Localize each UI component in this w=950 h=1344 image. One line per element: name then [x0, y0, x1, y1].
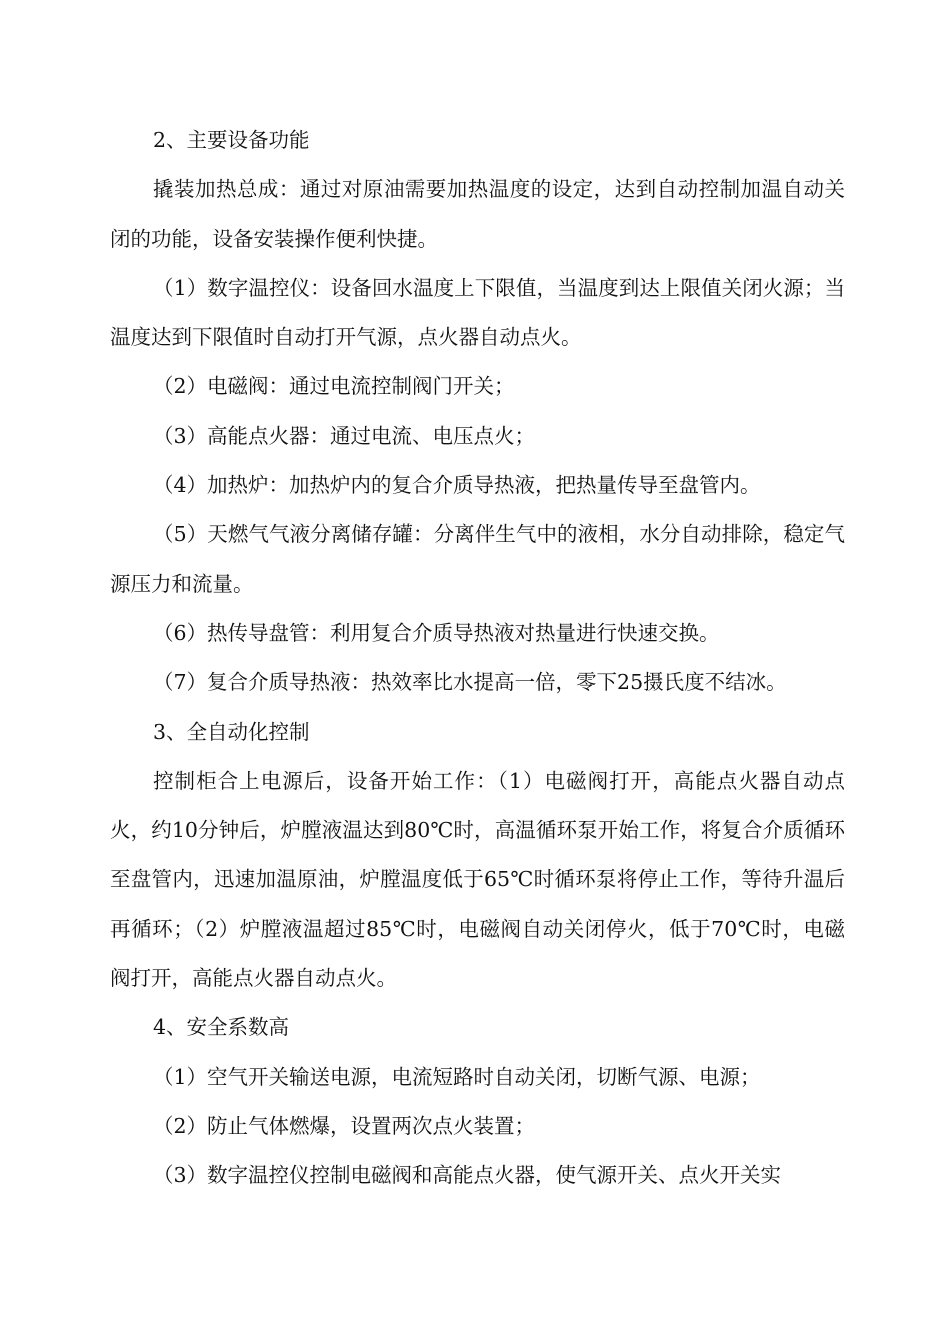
list-item-air-switch: （1）空气开关输送电源，电流短路时自动关闭，切断气源、电源；: [153, 1064, 761, 1089]
list-item-heat-transfer-fluid: （7）复合介质导热液：热效率比水提高一倍，零下25摄氏度不结冰。: [153, 670, 787, 695]
list-item-thermostat-control: （3）数字温控仪控制电磁阀和高能点火器，使气源开关、点火开关实: [153, 1163, 782, 1188]
list-item-solenoid-valve: （2）电磁阀：通过电流控制阀门开关；: [153, 374, 515, 399]
paragraph-control-cabinet: 控制柜合上电源后，设备开始工作：（1）电磁阀打开，高能点火器自动点火，约10分钟后，炉膛液温达到80℃时，高温循环泵开始工作，将复合介质循环至盘管内，迅速加温原油，炉膛温度低于65℃时循环泵将停止工作，等待升温后再循环；（2）炉膛液温超过85℃时，电磁阀自动关闭停火，低于70℃时，电磁阀打开，高能点火器自动点火。: [110, 768, 845, 991]
list-item-double-ignition: （2）防止气体燃爆，设置两次点火装置；: [153, 1113, 536, 1138]
list-item-heat-coil: （6）热传导盘管：利用复合介质导热液对热量进行快速交换。: [153, 620, 720, 645]
section-heading-automation: 3、全自动化控制: [153, 719, 310, 744]
list-item-gas-liquid-separator: （5）天燃气气液分离储存罐：分离伴生气中的液相，水分自动排除，稳定气源压力和流量。: [110, 522, 845, 596]
list-item-igniter: （3）高能点火器：通过电流、电压点火；: [153, 423, 536, 448]
list-item-heating-furnace: （4）加热炉：加热炉内的复合介质导热液，把热量传导至盘管内。: [153, 473, 761, 498]
document-body: [110, 116, 845, 1201]
section-heading-safety: 4、安全系数高: [153, 1015, 290, 1040]
paragraph-skid-heating-assembly: 撬装加热总成：通过对原油需要加热温度的设定，达到自动控制加温自动关闭的功能，设备安装操作便利快捷。: [110, 177, 845, 251]
list-item-digital-thermostat: （1）数字温控仪：设备回水温度上下限值，当温度到达上限值关闭火源；当温度达到下限值时自动打开气源，点火器自动点火。: [110, 275, 845, 350]
section-heading-equipment-functions: 2、主要设备功能: [153, 128, 310, 152]
